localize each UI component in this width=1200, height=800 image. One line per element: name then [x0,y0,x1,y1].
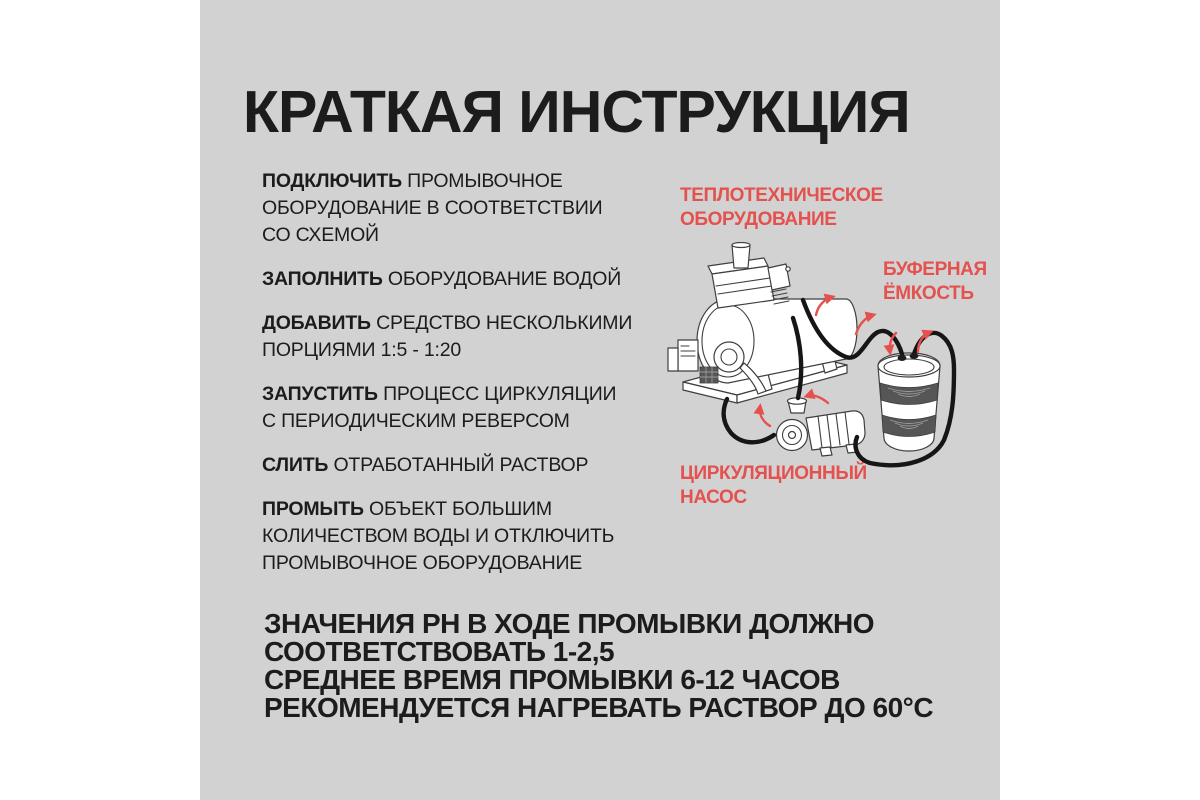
label-buffer-tank: БУФЕРНАЯ ЁМКОСТЬ [883,259,987,304]
step-text: ОБОРУДОВАНИЕ ВОДОЙ [387,268,622,290]
step-action: ПОДКЛЮЧИТЬ [262,170,408,192]
instruction-step [262,452,702,479]
flow-arrow [807,395,828,403]
label-heat-equipment: ТЕПЛОТЕХНИЧЕСКОЕ ОБОРУДОВАНИЕ [680,185,883,230]
instruction-step [262,496,702,577]
step-action: ДОБАВИТЬ [262,312,377,334]
boiler-line-art [668,243,857,404]
step-action: ЗАПОЛНИТЬ [262,268,388,290]
page-title: КРАТКАЯ ИНСТРУКЦИЯ [243,79,910,145]
hose-pump-to-boiler-drain [724,399,774,442]
step-action: ПРОМЫТЬ [262,498,370,520]
flow-arrow [760,407,770,426]
circulation-pump-line-art [777,398,866,456]
footer-notes: ЗНАЧЕНИЯ РН В ХОДЕ ПРОМЫВКИ ДОЛЖНО СООТВЕТСТВОВАТЬ 1-2,5 СРЕДНЕЕ ВРЕМЯ ПРОМЫВКИ 6-12 ЧАСОВ РЕКОМЕНДУЕТСЯ НАГРЕВАТЬ РАСТВОР ДО 60°C [264,608,934,723]
label-circulation-pump: ЦИРКУЛЯЦИОННЫЙ НАСОС [680,463,867,508]
buffer-tank-line-art [878,353,940,451]
step-text: СРЕДСТВО НЕСКОЛЬКИМИ ПОРЦИЯМИ 1:5 - 1:20 [262,312,633,361]
step-text: ОБЪЕКТ БОЛЬШИМ КОЛИЧЕСТВОМ ВОДЫ И ОТКЛЮЧИТЬ ПРОМЫВОЧНОЕ ОБОРУДОВАНИЕ [262,498,615,574]
step-action: СЛИТЬ [262,454,334,476]
flow-arrow [856,315,873,334]
equipment-diagram [660,242,1000,512]
instruction-step [262,168,702,249]
step-action: ЗАПУСТИТЬ [262,383,384,405]
step-text: ОТРАБОТАННЫЙ РАСТВОР [333,454,589,476]
instruction-step [262,381,702,435]
steps-list [262,168,702,594]
instruction-step [262,266,702,293]
step-text: ПРОЦЕСС ЦИРКУЛЯЦИИ С ПЕРИОДИЧЕСКИМ РЕВЕРСОМ [262,383,617,432]
instruction-step [262,310,702,364]
step-text: ПРОМЫВОЧНОЕ ОБОРУДОВАНИЕ В СООТВЕТСТВИИ СО СХЕМОЙ [262,170,603,246]
